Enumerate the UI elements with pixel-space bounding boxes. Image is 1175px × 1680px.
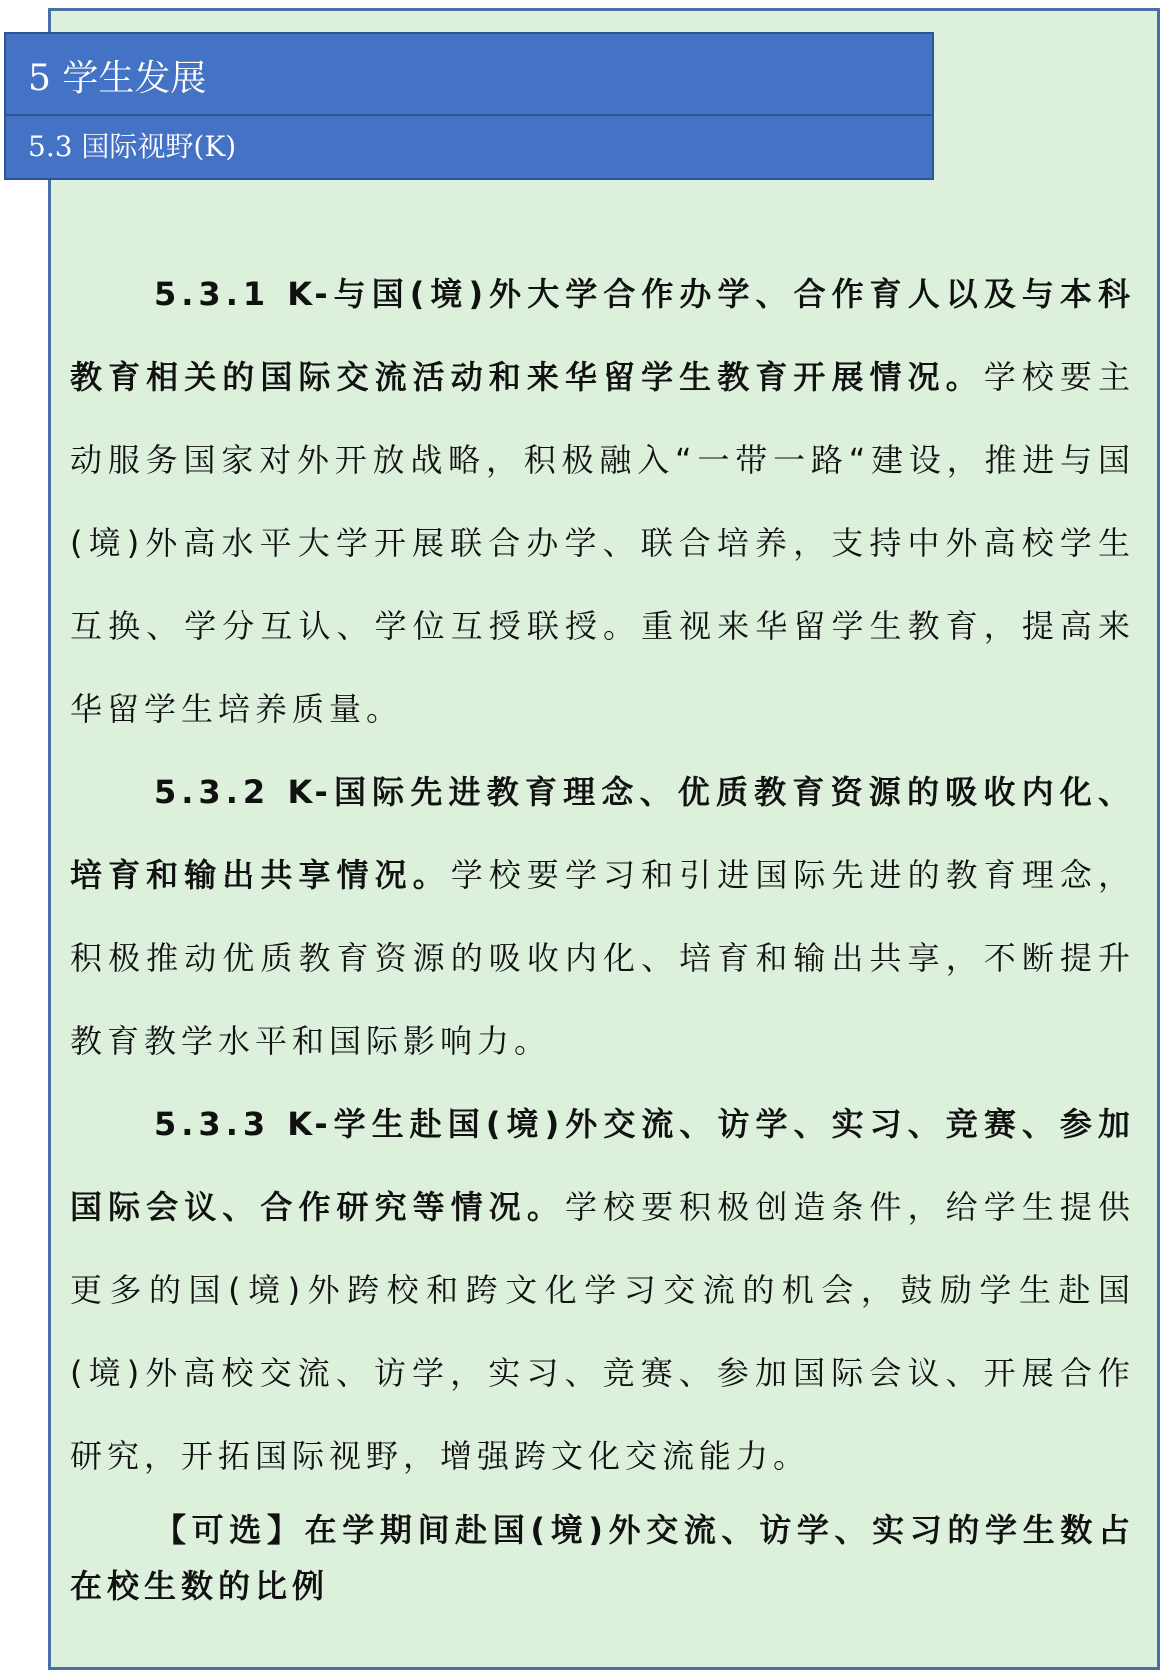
paragraph-5-3-1: [70, 253, 1135, 751]
section-title: 5.3 国际视野(K): [28, 130, 237, 163]
document-body: [70, 253, 1135, 1614]
paragraph-heading: 5.3.2 K-国际先进教育理念、优质教育资源的吸收内化、培育和输出共享情况。: [70, 773, 1135, 894]
paragraph-body: 学校要学习和引进国际先进的教育理念，积极推动优质教育资源的吸收内化、培育和输出共享，不断提升教育教学水平和国际影响力。: [70, 856, 1135, 1060]
paragraph-5-3-2: [70, 751, 1135, 1083]
optional-indicator: 【可选】在学期间赴国(境)外交流、访学、实习的学生数占在校生数的比例: [70, 1511, 1135, 1605]
paragraph-body: 学校要主动服务国家对外开放战略，积极融入“一带一路“建设，推进与国(境)外高水平大学开展联合办学、联合培养，支持中外高校学生互换、学分互认、学位互授联授。重视来华留学生教育，提高来华留学生培养质量。: [70, 358, 1135, 728]
paragraph-heading: 5.3.3 K-学生赴国(境)外交流、访学、实习、竞赛、参加国际会议、合作研究等情况。: [70, 1105, 1135, 1226]
paragraph-body: 学校要积极创造条件，给学生提供更多的国(境)外跨校和跨文化学习交流的机会，鼓励学生赴国(境)外高校交流、访学，实习、竞赛、参加国际会议、开展合作研究，开拓国际视野，增强跨文化交流能力。: [70, 1188, 1135, 1475]
paragraph-5-3-3: [70, 1083, 1135, 1498]
chapter-title: 5 学生发展: [6, 34, 932, 116]
paragraph-heading: 5.3.1 K-与国(境)外大学合作办学、合作育人以及与本科教育相关的国际交流活动和来华留学生教育开展情况。: [70, 275, 1135, 396]
section-header: [4, 32, 934, 180]
